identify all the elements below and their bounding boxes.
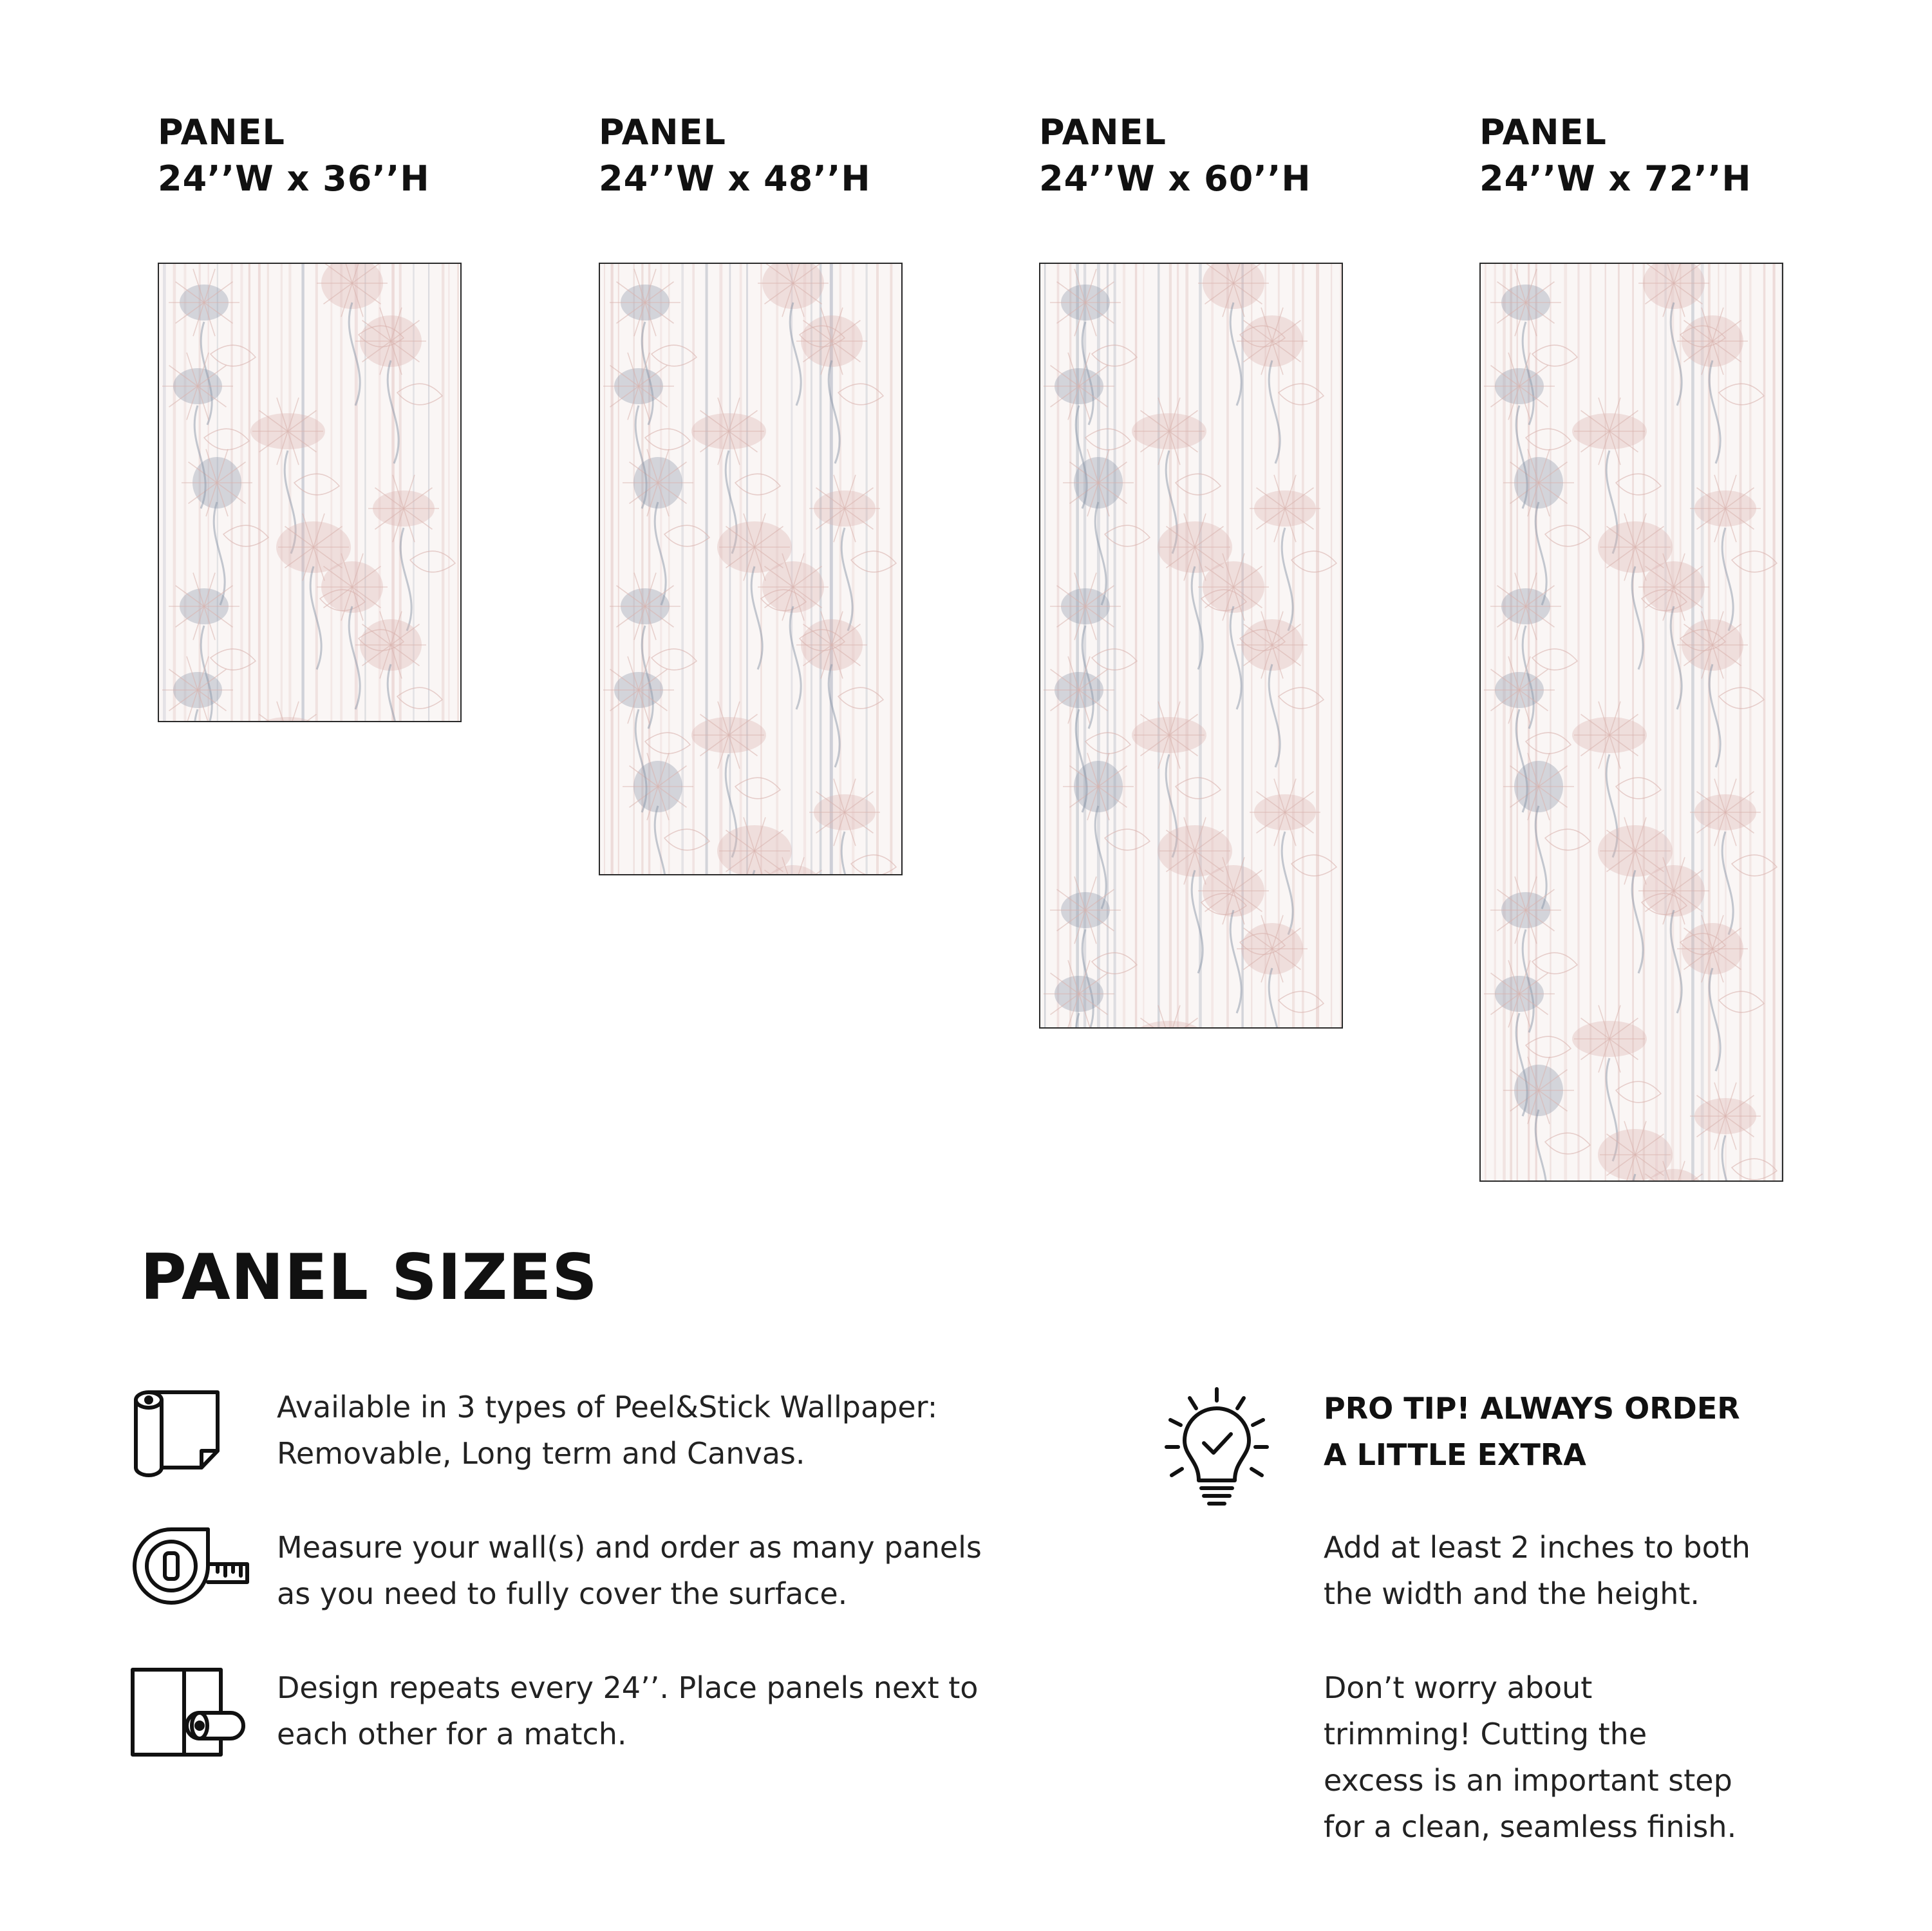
pro-tip-heading: PRO TIP! ALWAYS ORDER A LITTLE EXTRA [1324, 1391, 1740, 1472]
panel-48 [599, 109, 908, 202]
panel-label-line1: PANEL [1479, 112, 1607, 153]
panel-label [1039, 109, 1348, 202]
panel-label-size: 24’’W x 36’’H [158, 158, 430, 199]
panel-label-size: 24’’W x 72’’H [1479, 158, 1752, 199]
panel-label-line1: PANEL [158, 112, 285, 153]
panel-label-line1: PANEL [599, 112, 726, 153]
panel-label-line1: PANEL [1039, 112, 1167, 153]
panel-swatch-72 [1479, 263, 1783, 1182]
lightbulb-check-icon [1159, 1384, 1275, 1509]
tape-measure-icon [127, 1524, 250, 1610]
info-text: Available in 3 types of Peel&Stick Wallpaper: Removable, Long term and Canvas. [277, 1390, 938, 1471]
info-text: Measure your wall(s) and order as many panels as you need to fully cover the surface. [277, 1530, 982, 1611]
pro-tip-paragraph-1: Add at least 2 inches to both the width and the height. [1324, 1530, 1750, 1611]
section-title: PANEL SIZES [140, 1241, 598, 1314]
panel-roll-icon [127, 1665, 250, 1764]
panel-label [599, 109, 908, 202]
wallpaper-roll-icon [127, 1384, 224, 1483]
panel-60 [1039, 109, 1348, 202]
panel-label-size: 24’’W x 48’’H [599, 158, 871, 199]
panel-72 [1479, 109, 1788, 202]
panel-swatch-60 [1039, 263, 1343, 1029]
panel-label [158, 109, 467, 202]
pro-tip-paragraph-2: Don’t worry about trimming! Cutting the excess is an important step for a clean, seamless finish. [1324, 1670, 1737, 1844]
panel-swatch-36 [158, 263, 462, 722]
panel-label-size: 24’’W x 60’’H [1039, 158, 1311, 199]
panel-36 [158, 109, 467, 202]
panel-label [1479, 109, 1788, 202]
info-text: Design repeats every 24’’. Place panels next to each other for a match. [277, 1670, 979, 1751]
panel-swatch-48 [599, 263, 903, 875]
